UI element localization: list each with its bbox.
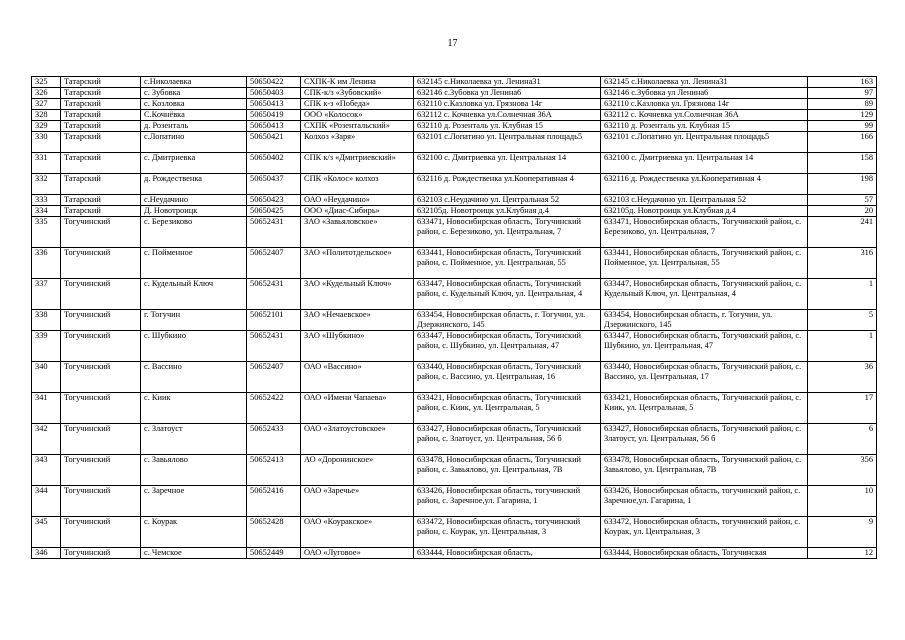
row-number: 333: [32, 195, 61, 206]
settlement-cell: г. Тогучин: [141, 310, 247, 331]
table-row: [32, 217, 877, 248]
organization-cell: СПК-к/з «Зубовский»: [301, 88, 414, 99]
quantity-cell: 166: [808, 132, 877, 153]
row-number: 345: [32, 517, 61, 548]
organization-cell: СПК к-з «Победа»: [301, 99, 414, 110]
legal-address-cell: 632112 с. Кочневка ул.Солнечная 36А: [414, 110, 601, 121]
settlement-cell: с. Кудельный Ключ: [141, 279, 247, 310]
district-cell: Татарский: [61, 153, 141, 174]
quantity-cell: 9: [808, 517, 877, 548]
code-cell: 50650413: [247, 99, 301, 110]
legal-address-cell: 633427, Новосибирская область, Тогучинский район, с. Златоуст, ул. Центральная, 56 б: [414, 424, 601, 455]
code-cell: 50650403: [247, 88, 301, 99]
quantity-cell: 20: [808, 206, 877, 217]
code-cell: 50650402: [247, 153, 301, 174]
actual-address-cell: 633472, Новосибирская область, тогучинский район, с. Коурак, ул. Центральная, 3: [601, 517, 808, 548]
organization-cell: АО «Доронинское»: [301, 455, 414, 486]
legal-address-cell: 633472, Новосибирская область, тогучинский район, с. Коурак, ул. Центральная, 3: [414, 517, 601, 548]
district-cell: Татарский: [61, 88, 141, 99]
settlement-cell: С.Кочнёвка: [141, 110, 247, 121]
actual-address-cell: 632100 с. Дмитриевка ул. Центральная 14: [601, 153, 808, 174]
actual-address-cell: 632145 с.Николаевка ул. Ленина31: [601, 77, 808, 88]
table-row: [32, 362, 877, 393]
legal-address-cell: 633441, Новосибирская область, Тогучинский район, с. Пойменное, ул. Центральная, 55: [414, 248, 601, 279]
row-number: 329: [32, 121, 61, 132]
row-number: 334: [32, 206, 61, 217]
row-number: 346: [32, 548, 61, 559]
district-cell: Тогучинский: [61, 424, 141, 455]
quantity-cell: 6: [808, 424, 877, 455]
district-cell: Тогучинский: [61, 279, 141, 310]
legal-address-cell: 633426, Новосибирская область, тогучинский район, с. Заречное,ул. Гагарина, 1: [414, 486, 601, 517]
district-cell: Татарский: [61, 195, 141, 206]
organization-cell: СХПК-К им Ленина: [301, 77, 414, 88]
settlement-cell: с. Завьялово: [141, 455, 247, 486]
code-cell: 50652449: [247, 548, 301, 559]
table-row: [32, 393, 877, 424]
table-row: [32, 548, 877, 559]
legal-address-cell: 633454, Новосибирская область, г. Тогучин, ул. Дзержинского, 145: [414, 310, 601, 331]
quantity-cell: 99: [808, 121, 877, 132]
settlement-cell: с. Зубовка: [141, 88, 247, 99]
organization-cell: ОАО «Коуракское»: [301, 517, 414, 548]
row-number: 331: [32, 153, 61, 174]
district-cell: Тогучинский: [61, 362, 141, 393]
legal-address-cell: 632146 с.Зубовка ул Ленина6: [414, 88, 601, 99]
row-number: 326: [32, 88, 61, 99]
quantity-cell: 1: [808, 331, 877, 362]
settlement-cell: д. Розенталь: [141, 121, 247, 132]
table-row: [32, 331, 877, 362]
legal-address-cell: 632110 д. Розенталь ул. Клубная 15: [414, 121, 601, 132]
actual-address-cell: 633440, Новосибирская область, Тогучинский район, с. Вассино, ул. Центральная, 17: [601, 362, 808, 393]
settlement-cell: с.Николаевка: [141, 77, 247, 88]
actual-address-cell: 633426, Новосибирская область, тогучинский район, с. Заречное,ул. Гагарина, 1: [601, 486, 808, 517]
table-row: [32, 310, 877, 331]
table-row: [32, 121, 877, 132]
quantity-cell: 89: [808, 99, 877, 110]
code-cell: 50652431: [247, 279, 301, 310]
district-cell: Тогучинский: [61, 393, 141, 424]
page-number: 17: [447, 38, 458, 49]
code-cell: 50652407: [247, 248, 301, 279]
actual-address-cell: 633478, Новосибирская область, Тогучинский район, с. Завьялово, ул. Центральная, 7В: [601, 455, 808, 486]
row-number: 335: [32, 217, 61, 248]
row-number: 342: [32, 424, 61, 455]
settlement-cell: с. Березиково: [141, 217, 247, 248]
settlement-cell: с. Козловка: [141, 99, 247, 110]
quantity-cell: 5: [808, 310, 877, 331]
legal-address-cell: 632145 с.Николаевка ул. Ленина31: [414, 77, 601, 88]
organization-cell: ЗАО «Завьяловское»: [301, 217, 414, 248]
table-row: [32, 424, 877, 455]
code-cell: 50650421: [247, 132, 301, 153]
code-cell: 50652433: [247, 424, 301, 455]
quantity-cell: 316: [808, 248, 877, 279]
settlement-cell: с. Пойменное: [141, 248, 247, 279]
code-cell: 50650423: [247, 195, 301, 206]
code-cell: 50652416: [247, 486, 301, 517]
table-row: [32, 132, 877, 153]
code-cell: 50652428: [247, 517, 301, 548]
settlement-cell: с. Вассино: [141, 362, 247, 393]
quantity-cell: 129: [808, 110, 877, 121]
code-cell: 50652431: [247, 331, 301, 362]
table-row: [32, 99, 877, 110]
settlement-cell: д. Рождественка: [141, 174, 247, 195]
table-row: [32, 174, 877, 195]
district-cell: Татарский: [61, 121, 141, 132]
organization-cell: ЗАО «Кудельный Ключ»: [301, 279, 414, 310]
records-table: [31, 76, 877, 559]
legal-address-cell: 632103 с.Неудачино ул. Центральная 52: [414, 195, 601, 206]
quantity-cell: 241: [808, 217, 877, 248]
actual-address-cell: 632146 с.Зубовка ул Ленина6: [601, 88, 808, 99]
settlement-cell: с. Заречное: [141, 486, 247, 517]
legal-address-cell: 633447, Новосибирская область, Тогучинский район, с. Кудельный Ключ, ул. Центральная, 4: [414, 279, 601, 310]
code-cell: 50650437: [247, 174, 301, 195]
district-cell: Татарский: [61, 99, 141, 110]
actual-address-cell: 633444, Новосибирская область, Тогучинская: [601, 548, 808, 559]
quantity-cell: 36: [808, 362, 877, 393]
table-row: [32, 206, 877, 217]
row-number: 328: [32, 110, 61, 121]
row-number: 341: [32, 393, 61, 424]
district-cell: Тогучинский: [61, 248, 141, 279]
legal-address-cell: 633440, Новосибирская область, Тогучинский район, с. Вассино, ул. Центральная, 16: [414, 362, 601, 393]
row-number: 339: [32, 331, 61, 362]
district-cell: Тогучинский: [61, 486, 141, 517]
code-cell: 50652407: [247, 362, 301, 393]
actual-address-cell: 633447, Новосибирская область, Тогучинский район, с. Кудельный Ключ, ул. Центральная, 4: [601, 279, 808, 310]
district-cell: Татарский: [61, 77, 141, 88]
organization-cell: ОАО «Имени Чапаева»: [301, 393, 414, 424]
actual-address-cell: 633454, Новосибирская область, г. Тогучин, ул. Дзержинского, 145: [601, 310, 808, 331]
actual-address-cell: 632112 с. Кочневка ул.Солнечная 36А: [601, 110, 808, 121]
legal-address-cell: 633447, Новосибирская область, Тогучинский район, с. Шубкино, ул. Центральная, 47: [414, 331, 601, 362]
quantity-cell: 158: [808, 153, 877, 174]
quantity-cell: 12: [808, 548, 877, 559]
quantity-cell: 10: [808, 486, 877, 517]
actual-address-cell: 633427, Новосибирская область, Тогучинский район, с. Златоуст, ул. Центральная, 56 б: [601, 424, 808, 455]
code-cell: 50650413: [247, 121, 301, 132]
legal-address-cell: 633471, Новосибирская область, Тогучинский район, с. Березиково, ул. Центральная, 7: [414, 217, 601, 248]
table-row: [32, 110, 877, 121]
district-cell: Тогучинский: [61, 310, 141, 331]
organization-cell: ЗАО «Политотдельское»: [301, 248, 414, 279]
district-cell: Татарский: [61, 206, 141, 217]
legal-address-cell: 632116 д. Рождественка ул.Кооперативная 4: [414, 174, 601, 195]
table-row: [32, 195, 877, 206]
actual-address-cell: 633421, Новосибирская область, Тогучинский район, с. Киик, ул. Центральная, 5: [601, 393, 808, 424]
quantity-cell: 198: [808, 174, 877, 195]
settlement-cell: с. Златоуст: [141, 424, 247, 455]
legal-address-cell: 632100 с. Дмитриевка ул. Центральная 14: [414, 153, 601, 174]
quantity-cell: 57: [808, 195, 877, 206]
settlement-cell: с.Неудачино: [141, 195, 247, 206]
actual-address-cell: 633471, Новосибирская область, Тогучинский район, с. Березиково, ул. Центральная, 7: [601, 217, 808, 248]
quantity-cell: 1: [808, 279, 877, 310]
row-number: 337: [32, 279, 61, 310]
district-cell: Тогучинский: [61, 548, 141, 559]
organization-cell: ЗАО «Нечаевское»: [301, 310, 414, 331]
table-row: [32, 486, 877, 517]
legal-address-cell: 632110 с.Казловка ул. Грязнова 14г: [414, 99, 601, 110]
row-number: 325: [32, 77, 61, 88]
organization-cell: ОАО «Луговое»: [301, 548, 414, 559]
organization-cell: СХПК «Розентальский»: [301, 121, 414, 132]
row-number: 327: [32, 99, 61, 110]
legal-address-cell: 632105д. Новотроицк ул.Клубная д.4: [414, 206, 601, 217]
code-cell: 50652413: [247, 455, 301, 486]
organization-cell: ООО «Колосок»: [301, 110, 414, 121]
organization-cell: Колхоз «Заря»: [301, 132, 414, 153]
actual-address-cell: 632110 д. Розенталь ул. Клубная 15: [601, 121, 808, 132]
table-row: [32, 279, 877, 310]
table-row: [32, 455, 877, 486]
organization-cell: ОАО «Вассино»: [301, 362, 414, 393]
quantity-cell: 163: [808, 77, 877, 88]
organization-cell: СПК к/з «Дмитриевский»: [301, 153, 414, 174]
table-row: [32, 77, 877, 88]
row-number: 336: [32, 248, 61, 279]
settlement-cell: с. Шубкино: [141, 331, 247, 362]
legal-address-cell: 632101 с.Лопатино ул. Центральная площадь5: [414, 132, 601, 153]
legal-address-cell: 633478, Новосибирская область, Тогучинский район, с. Завьялово, ул. Центральная, 7В: [414, 455, 601, 486]
table-row: [32, 88, 877, 99]
code-cell: 50650419: [247, 110, 301, 121]
row-number: 338: [32, 310, 61, 331]
district-cell: Тогучинский: [61, 517, 141, 548]
settlement-cell: с. Коурак: [141, 517, 247, 548]
actual-address-cell: 632103 с.Неудачино ул. Центральная 52: [601, 195, 808, 206]
actual-address-cell: 633447, Новосибирская область, Тогучинский район, с. Шубкино, ул. Центральная, 47: [601, 331, 808, 362]
table-row: [32, 517, 877, 548]
actual-address-cell: 632110 с.Казловка ул. Грязнова 14г: [601, 99, 808, 110]
organization-cell: ООО «Диас-Сибирь»: [301, 206, 414, 217]
actual-address-cell: 632105д. Новотроицк ул.Клубная д.4: [601, 206, 808, 217]
district-cell: Татарский: [61, 110, 141, 121]
actual-address-cell: 632116 д. Рождественка ул.Кооперативная 4: [601, 174, 808, 195]
district-cell: Тогучинский: [61, 331, 141, 362]
settlement-cell: с. Чемское: [141, 548, 247, 559]
row-number: 344: [32, 486, 61, 517]
row-number: 343: [32, 455, 61, 486]
actual-address-cell: 632101 с.Лопатино ул. Центральная площадь5: [601, 132, 808, 153]
settlement-cell: Д. Новотроицк: [141, 206, 247, 217]
table-row: [32, 153, 877, 174]
organization-cell: ОАО «Златоустовское»: [301, 424, 414, 455]
settlement-cell: с. Дмитриевка: [141, 153, 247, 174]
quantity-cell: 17: [808, 393, 877, 424]
table-row: [32, 248, 877, 279]
organization-cell: ОАО «Неудачино»: [301, 195, 414, 206]
district-cell: Тогучинский: [61, 455, 141, 486]
row-number: 330: [32, 132, 61, 153]
district-cell: Тогучинский: [61, 217, 141, 248]
code-cell: 50652422: [247, 393, 301, 424]
code-cell: 50650425: [247, 206, 301, 217]
legal-address-cell: 633444, Новосибирская область,: [414, 548, 601, 559]
settlement-cell: с.Лопатино: [141, 132, 247, 153]
organization-cell: ЗАО «Шубкино»: [301, 331, 414, 362]
quantity-cell: 356: [808, 455, 877, 486]
code-cell: 50652101: [247, 310, 301, 331]
quantity-cell: 97: [808, 88, 877, 99]
organization-cell: СПК «Колос» колхоз: [301, 174, 414, 195]
code-cell: 50650422: [247, 77, 301, 88]
settlement-cell: с. Киик: [141, 393, 247, 424]
district-cell: Татарский: [61, 132, 141, 153]
district-cell: Татарский: [61, 174, 141, 195]
row-number: 340: [32, 362, 61, 393]
row-number: 332: [32, 174, 61, 195]
code-cell: 50652431: [247, 217, 301, 248]
actual-address-cell: 633441, Новосибирская область, Тогучинский район, с. Пойменное, ул. Центральная, 55: [601, 248, 808, 279]
organization-cell: ОАО «Заречье»: [301, 486, 414, 517]
legal-address-cell: 633421, Новосибирская область, Тогучинский район, с. Киик, ул. Центральная, 5: [414, 393, 601, 424]
